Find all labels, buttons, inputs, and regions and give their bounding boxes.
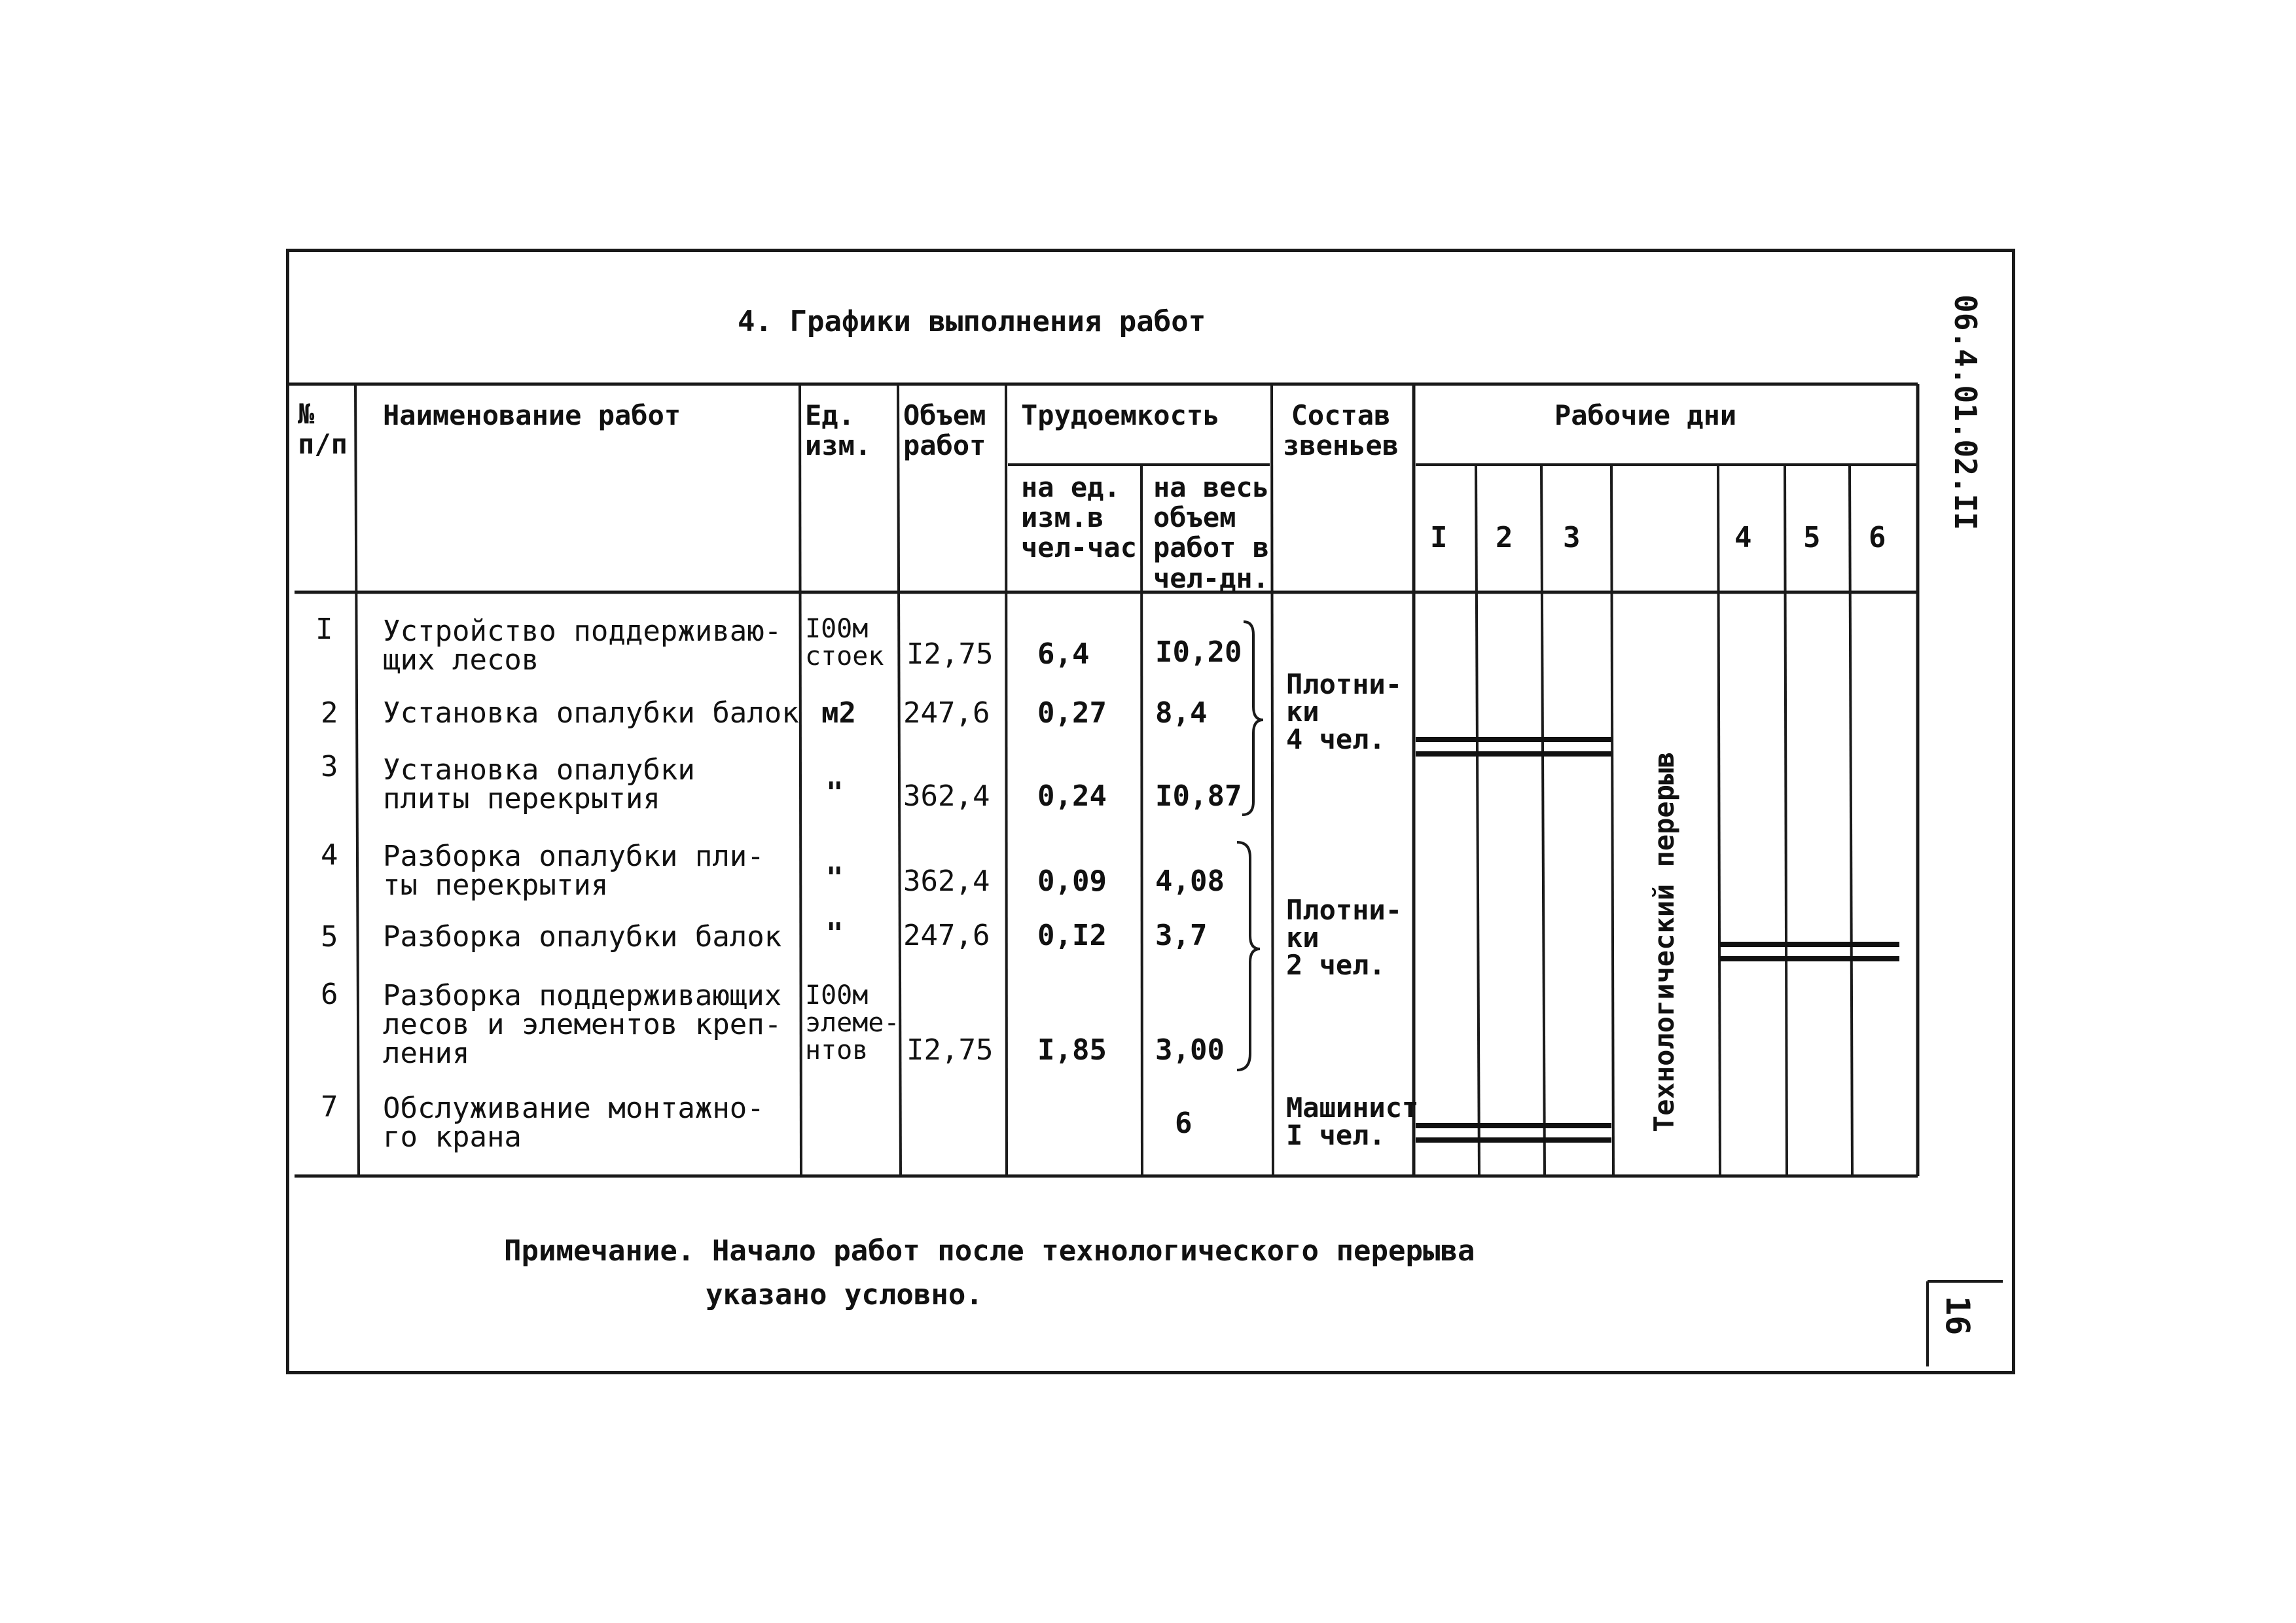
day-label-6: 6: [1869, 521, 1886, 554]
header-labor-total: на весь объем работ в чел-дн.: [1153, 471, 1270, 594]
header-num: № п/п: [298, 398, 348, 461]
row-4-num: 4: [321, 838, 338, 872]
crew-carpenters-4: Плотни- ки 4 чел.: [1286, 668, 1403, 755]
row-6-unit: I00м элеме- нтов: [805, 980, 900, 1065]
row-5-total: 3,7: [1155, 919, 1208, 952]
row-2-unit: м2: [821, 696, 856, 730]
row-4-name: Разборка опалубки пли- ты перекрытия: [383, 840, 764, 902]
row-3-total: I0,87: [1155, 779, 1242, 813]
row-6-num: 6: [321, 978, 338, 1011]
row-7-total: 6: [1175, 1107, 1193, 1140]
technological-break-label: Технологический перерыв: [1648, 751, 1680, 1132]
header-working-days: Рабочие дни: [1554, 399, 1737, 431]
row-1-unit: I00м стоек: [805, 614, 884, 671]
row-6-name: Разборка поддерживающих лесов и элементов креп- ления: [383, 979, 782, 1070]
day-label-2: 2: [1496, 521, 1513, 554]
day-label-4: 4: [1734, 521, 1752, 554]
row-7-name: Обслуживание монтажно- го крана: [383, 1092, 764, 1154]
row-3-name: Установка опалубки плиты перекрытия: [383, 753, 695, 815]
row-4-total: 4,08: [1155, 865, 1225, 898]
row-3-num: 3: [321, 750, 338, 783]
row-6-total: 3,00: [1155, 1033, 1225, 1067]
row-4-volume: 362,4: [903, 865, 990, 898]
day-label-5: 5: [1803, 521, 1821, 554]
row-2-num: 2: [321, 696, 338, 730]
row-2-volume: 247,6: [903, 696, 990, 730]
row-5-num: 5: [321, 920, 338, 954]
row-3-volume: 362,4: [903, 779, 990, 813]
row-6-volume: I2,75: [906, 1033, 994, 1067]
row-5-per-unit: 0,I2: [1037, 919, 1107, 952]
row-1-per-unit: 6,4: [1037, 637, 1090, 671]
day-label-3: 3: [1563, 521, 1581, 554]
row-5-name: Разборка опалубки балок: [383, 920, 782, 954]
header-crew: Состав звеньев: [1283, 399, 1399, 462]
row-1-volume: I2,75: [906, 637, 994, 671]
document-code: 06.4.01.02.II: [1948, 294, 1983, 531]
header-unit: Ед. изм.: [805, 399, 872, 462]
row-4-per-unit: 0,09: [1037, 865, 1107, 898]
row-2-total: 8,4: [1155, 696, 1208, 730]
row-6-per-unit: I,85: [1037, 1033, 1107, 1067]
note-line-1: Примечание. Начало работ после технологического перерыва: [504, 1234, 1475, 1268]
note-line-2: указано условно.: [706, 1278, 983, 1311]
page-number: 16: [1939, 1296, 1977, 1336]
header-volume: Объем работ: [903, 399, 986, 462]
crew-crane-operator: Машинист I чел.: [1286, 1092, 1419, 1151]
row-1-name: Устройство поддерживаю- щих лесов: [383, 615, 782, 677]
day-label-1: I: [1430, 521, 1448, 554]
row-3-per-unit: 0,24: [1037, 779, 1107, 813]
row-1-total: I0,20: [1155, 635, 1242, 669]
row-5-volume: 247,6: [903, 919, 990, 952]
row-7-num: 7: [321, 1090, 338, 1124]
crew-carpenters-2: Плотни- ки 2 чел.: [1286, 894, 1403, 981]
row-3-unit: ": [826, 776, 844, 810]
header-labor: Трудоемкость: [1021, 399, 1220, 431]
page-title: 4. Графики выполнения работ: [738, 305, 1206, 338]
row-1-num: I: [315, 613, 333, 646]
row-2-name: Установка опалубки балок: [383, 696, 799, 730]
row-4-unit: ": [826, 861, 844, 895]
row-2-per-unit: 0,27: [1037, 696, 1107, 730]
row-5-unit: ": [826, 917, 844, 950]
header-name: Наименование работ: [383, 399, 681, 431]
header-labor-per-unit: на ед. изм.в чел-час: [1021, 471, 1138, 564]
